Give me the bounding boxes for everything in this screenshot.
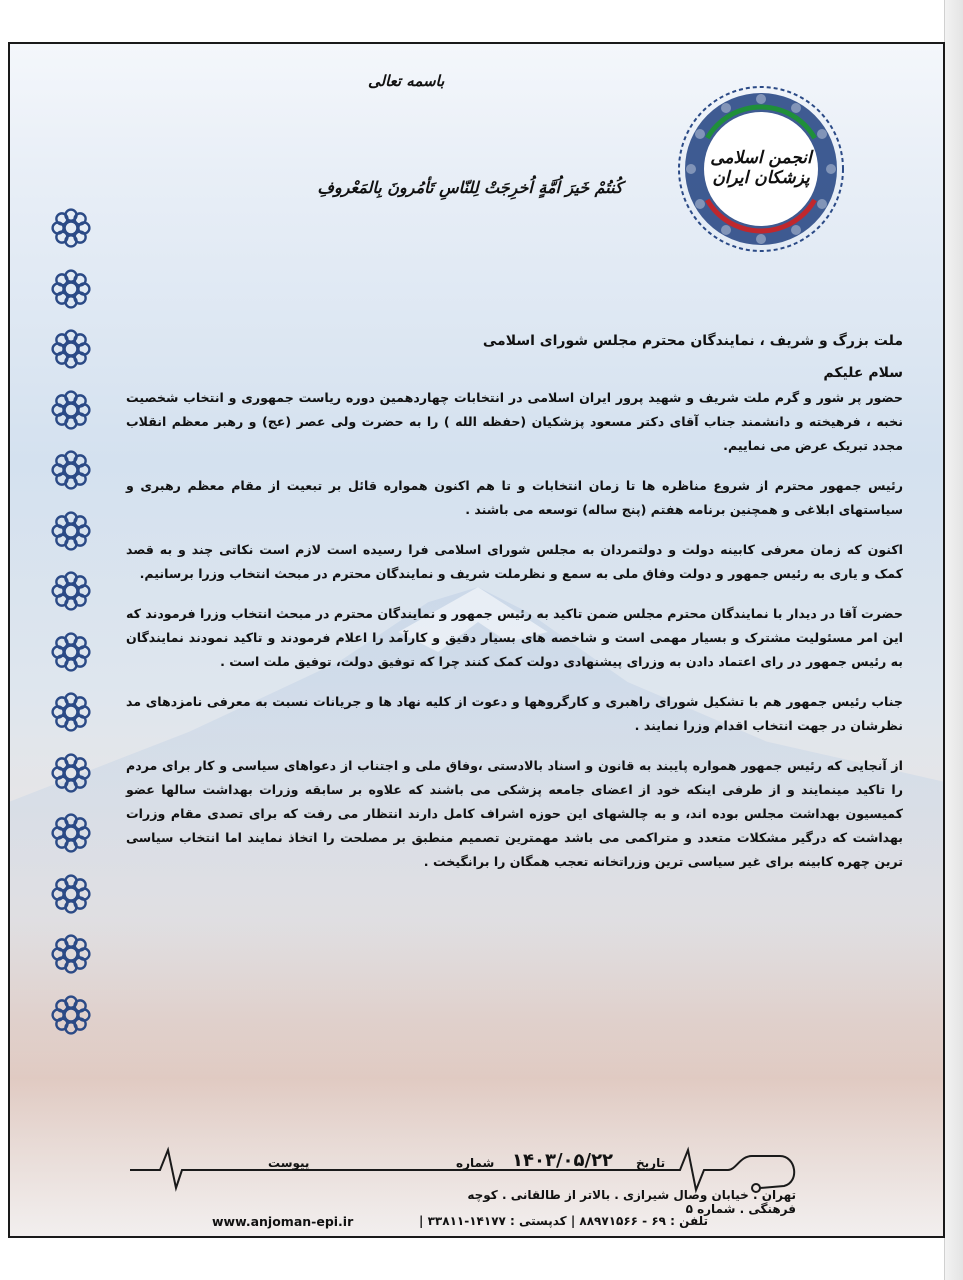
rosette-icon (48, 387, 94, 433)
paragraph-6: از آنجایی که رئیس جمهور همواره پایبند به قانون و اسناد بالادستی ،وفاق ملی و اجتناب از دعواهای سیاسی و کار برای مردم را تاکید مینمایند و از طرفی اینکه خود از اعضای جامعه پزشکی می باشند که علاوه بر سابقه وزرات بهداشت سالها عضو کمیسیون بهداشت مجلس بوده اند، و به چالشهای این حوزه اشراف کامل دارند انتظار می رفت که برای تصدی مقام وزرات بهداشت که درگیر مشکلات متعدد و متراکمی می باشد مهمترین تصمیم منطبق بر مصلحت را اتخاذ نمایند اما انتخاب سیاسی ترین چهره کابینه برای غیر سیاسی ترین وزراتخانه تعجب همگان را برانگیخت . (126, 758, 903, 869)
attachment-label: پیوست (268, 1156, 310, 1170)
rosette-icon (48, 447, 94, 493)
footer-website[interactable]: www.anjoman-epi.ir (212, 1214, 354, 1229)
rosette-icon (48, 205, 94, 251)
rosette-icon (48, 992, 94, 1038)
rosette-icon (48, 750, 94, 796)
rosette-icon (48, 629, 94, 675)
rosette-icon (48, 931, 94, 977)
rosette-icon (48, 810, 94, 856)
rosette-icon (48, 326, 94, 372)
greeting: سلام علیکم (823, 365, 903, 381)
footer-address: تهران . خیابان وصال شیرازی . بالاتر از طالقانی . کوچه فرهنگی . شماره ۵ (467, 1188, 796, 1216)
paragraph-5: جناب رئیس جمهور هم با تشکیل شورای راهبری و کارگروهها و دعوت از کلیه نهاد ها و جریانات نسبت به معرفی نامزدهای مد نظرشان در جهت انتخاب اقدام وزرا نمایند . (126, 694, 903, 733)
rosette-column (48, 205, 96, 1052)
rosette-icon (48, 508, 94, 554)
rosette-icon (48, 871, 94, 917)
letter-body (126, 330, 903, 890)
rosette-icon (48, 568, 94, 614)
association-logo (676, 84, 846, 254)
date-label: تاریخ (636, 1156, 666, 1170)
basmala: باسمه تعالی (368, 72, 445, 90)
addressee: ملت بزرگ و شریف ، نمایندگان محترم مجلس شورای اسلامی (482, 333, 903, 349)
paragraph-3: اکنون که زمان معرفی کابینه دولت و دولتمردان به مجلس شورای اسلامی فرا رسیده است لازم است نکاتی چند و به قصد کمک و یاری به رئیس جمهور و دولت وفاق ملی به سمع و نظرملت شریف و نمایندگان محترم در مبحث انتخاب وزرا برسانیم. (126, 542, 903, 581)
quran-verse: کُنتُمْ خَیرَ اُمَّةٍ اُخرِجَتْ لِلنّاسِ تَأمُرونَ بِالمَعْروفِ (317, 178, 623, 197)
paragraph-4: حضرت آقا در دیدار با نمایندگان محترم مجلس ضمن تاکید به رئیس جمهور و نمایندگان محترم در مبحث انتخاب وزرا فرمودند که این امر مسئولیت مشترک و بسیار مهمی است و شاخصه های بسیار دقیق و کارآمد را اعلام فرمودند و تاکید نمودند نمایندگان به رئیس جمهور در رای اعتماد دادن به وزرای پیشنهادی دولت کمک کنند چرا که توفیق دولت، توفیق ملت است . (126, 606, 903, 669)
rosette-icon (48, 266, 94, 312)
logo-line-2: پزشکان ایران (712, 168, 810, 188)
paragraph-1: حضور پر شور و گرم ملت شریف و شهید پرور ایران اسلامی در انتخابات چهاردهمین دوره ریاست جمهوری و انتخاب شخصیت نخبه ، فرهیخته و دانشمند جناب آقای دکتر مسعود پزشکیان (حفظه الله ) را به حضرت ولی عصر (عج) و رهبر معظم انقلاب مجدد تبریک عرض می نماییم. (126, 390, 903, 453)
date-value: ۱۴۰۳/۰۵/۲۲ (512, 1150, 614, 1171)
logo-text (676, 84, 846, 254)
rosette-icon (48, 689, 94, 735)
footer-phone: تلفن : ۶۹ - ۸۸۹۷۱۵۶۶ | کدپستی : ۱۴۱۷۷-۳۳۸۱۱ | (419, 1214, 708, 1228)
page-edge (944, 0, 963, 1280)
paragraph-2: رئیس جمهور محترم از شروع مناظره ها تا زمان انتخابات و تا هم اکنون همواره قائل بر تبعیت از مقام معظم رهبری و سیاستهای ابلاغی و همچنین برنامه هفتم (پنج ساله) توسعه می باشند . (126, 478, 903, 517)
logo-line-1: انجمن اسلامی (710, 148, 812, 169)
number-label: شماره (456, 1156, 495, 1170)
